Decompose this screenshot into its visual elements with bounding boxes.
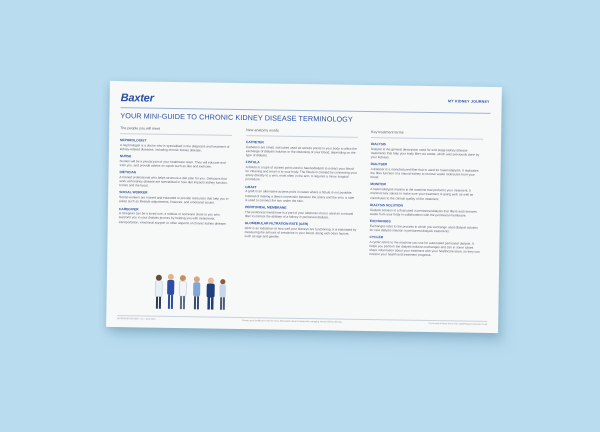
term-name: CYCLER — [369, 234, 384, 240]
column-people — [119, 126, 233, 228]
term-definition: A haemodialysis monitor is the machine that performs your treatment. It monitors key values to make sure your treatment is going well, as well as contributes to the clinical quality of the treatment. — [370, 187, 474, 201]
term-definition: A fistula is a type of access point used in haemodialysis to extract your blood for cleaning and return it to your body. The fistula is created by connecting your artery directly to a vein, most often in the arm. It requires a minor surgical procedure. — [245, 165, 357, 182]
page-title: YOUR MINI-GUIDE TO CHRONIC KIDNEY DISEASE TERMINOLOGY — [120, 111, 353, 124]
term-definition: Dialysis is the general description used for end stage kidney disease treatments that help your body filter out waste, which was previously done by your kidneys. — [370, 147, 480, 160]
baxter-logo: Baxter — [120, 92, 154, 105]
footer-link: If you want to know more visit: mykidneyjourney.baxter.co.uk — [428, 322, 488, 326]
term-name: PERITONEAL MEMBRANE — [244, 204, 287, 210]
term-definition: Catheters are small, soft tubes used as access points to your body to allow the exchange of dialysis solution or the cleansing of your blood, depending on the type of dialysis. — [245, 145, 357, 158]
term-exchanges — [370, 219, 482, 234]
column-heading: New anatomy words — [246, 128, 358, 138]
person-patient-icon — [206, 277, 215, 309]
term-name: GRAFT — [245, 184, 257, 189]
term-name: DIALYSIS SOLUTION — [370, 202, 403, 208]
term-name: MONITOR — [370, 182, 386, 187]
term-dialysis-solution — [370, 203, 482, 218]
column-anatomy — [244, 128, 358, 243]
term-graft — [245, 185, 357, 204]
term-definition: A caregiver can be a loved one, a relative or someone close to you who supports you in your dialysis journey by helping you with treatments, transportation, emotional support or other aspects of chronic kidney disease. — [118, 211, 227, 226]
term-name: NURSE — [119, 154, 132, 159]
person-dietician-icon — [179, 275, 187, 309]
term-dialyser — [370, 162, 482, 181]
term-fistula — [245, 160, 357, 183]
brochure-sheet — [106, 81, 502, 333]
term-social-worker — [119, 191, 231, 206]
term-definition: A trained professional who helps structure a diet plan for you. Dieticians that work with kidney disease are specialised in how diet impacts kidney function, bones and the heart. — [119, 175, 228, 188]
term-name: GLOMERULAR FILTRATION RATE (GFR) — [244, 220, 309, 226]
my-kidney-journey-tag: MY KIDNEY JOURNEY — [448, 99, 490, 104]
term-nurse — [120, 154, 232, 169]
term-catheter — [246, 140, 358, 159]
column-heading: Key treatment terms — [371, 130, 483, 140]
term-name: DIALYSIS — [370, 142, 386, 147]
term-dialysis — [371, 142, 483, 161]
term-cycler — [369, 235, 481, 258]
term-definition: A nephrologist is a doctor who is specialised in the diagnosis and treatment of kidney-related diseases, including chronic kidney disease. — [119, 143, 230, 153]
term-definition: Social workers are trained and educated to provide resources that help you in areas such as lifestyle adjustments, finances, and emotional issues. — [119, 195, 229, 206]
term-name: CAREGIVER — [118, 206, 139, 211]
term-monitor — [370, 182, 482, 201]
footer-code: MGRENKEGEN 0000 - 0.0 - June 2021 — [117, 318, 156, 321]
term-peritoneal-membrane — [245, 205, 357, 220]
person-caregiver-icon — [193, 276, 201, 309]
term-nephrologist — [120, 138, 232, 153]
term-definition: A graft is an alternative access point in cases where a fistula is not possible. Instead of making a direct connection between the artery and the vein, a tube is used to connect the two under the skin. — [245, 189, 355, 203]
person-nephrologist-icon — [155, 275, 163, 309]
footer-note: Contact your healthcare team for more information about treating and managing chronic kidney disease. — [241, 320, 343, 324]
person-social-worker-icon — [219, 279, 226, 310]
term-name: DIETICIAN — [119, 170, 137, 175]
term-name: SOCIAL WORKER — [119, 190, 148, 195]
term-definition: Nurses will be a pivotal part of your healthcare team. They will educate and train you, and provide advice on topics such as diet and exercise. — [119, 159, 226, 169]
term-name: NEPHROLOGIST — [119, 138, 147, 143]
term-name: CATHETER — [245, 140, 264, 145]
term-caregiver — [119, 207, 231, 226]
term-name: FISTULA — [245, 160, 260, 165]
term-definition: A cycler refers to the machine you use for automated peritoneal dialysis. It helps you perform the dialysis solution exchanges and can in some cases share information about your treatment with your healthcare team, so they can monitor your health and treatment progress. — [369, 239, 480, 257]
term-definition: Exchanges refer to the process in which you exchange used dialysis solution for new dialysis solution in peritoneal dialysis treatments. — [369, 223, 478, 233]
term-definition: Dialysis solution is a fluid used in peritoneal dialysis that filters and removes waste from your body in collaboration with the peritoneal membrane. — [369, 207, 477, 218]
care-team-illustration — [150, 270, 229, 313]
term-dietician — [119, 170, 231, 189]
column-heading: The people you will meet — [120, 126, 232, 136]
term-name: EXCHANGES — [369, 218, 391, 224]
term-gfr — [245, 221, 357, 240]
term-definition: A dialyser is a manufactured filter that is used for haemodialysis. It replicates the filter function of a natural kidney to remove waste molecules from your blood. — [370, 167, 479, 180]
page-footer — [117, 315, 487, 326]
term-definition: The peritoneal membrane is a part of your abdomen that is used as a natural filter to mimick the abilities of a kidney in peritoneal dialysis. — [244, 209, 354, 220]
person-nurse-icon — [167, 274, 175, 309]
column-treatment — [369, 130, 483, 261]
term-definition: GFR is an indication of how well your kidneys are functioning. It is estimated by measuring the amount of creatinine in your blood, along with other factors, such as age and gender. — [244, 225, 357, 239]
term-name: DIALYSER — [370, 162, 388, 167]
